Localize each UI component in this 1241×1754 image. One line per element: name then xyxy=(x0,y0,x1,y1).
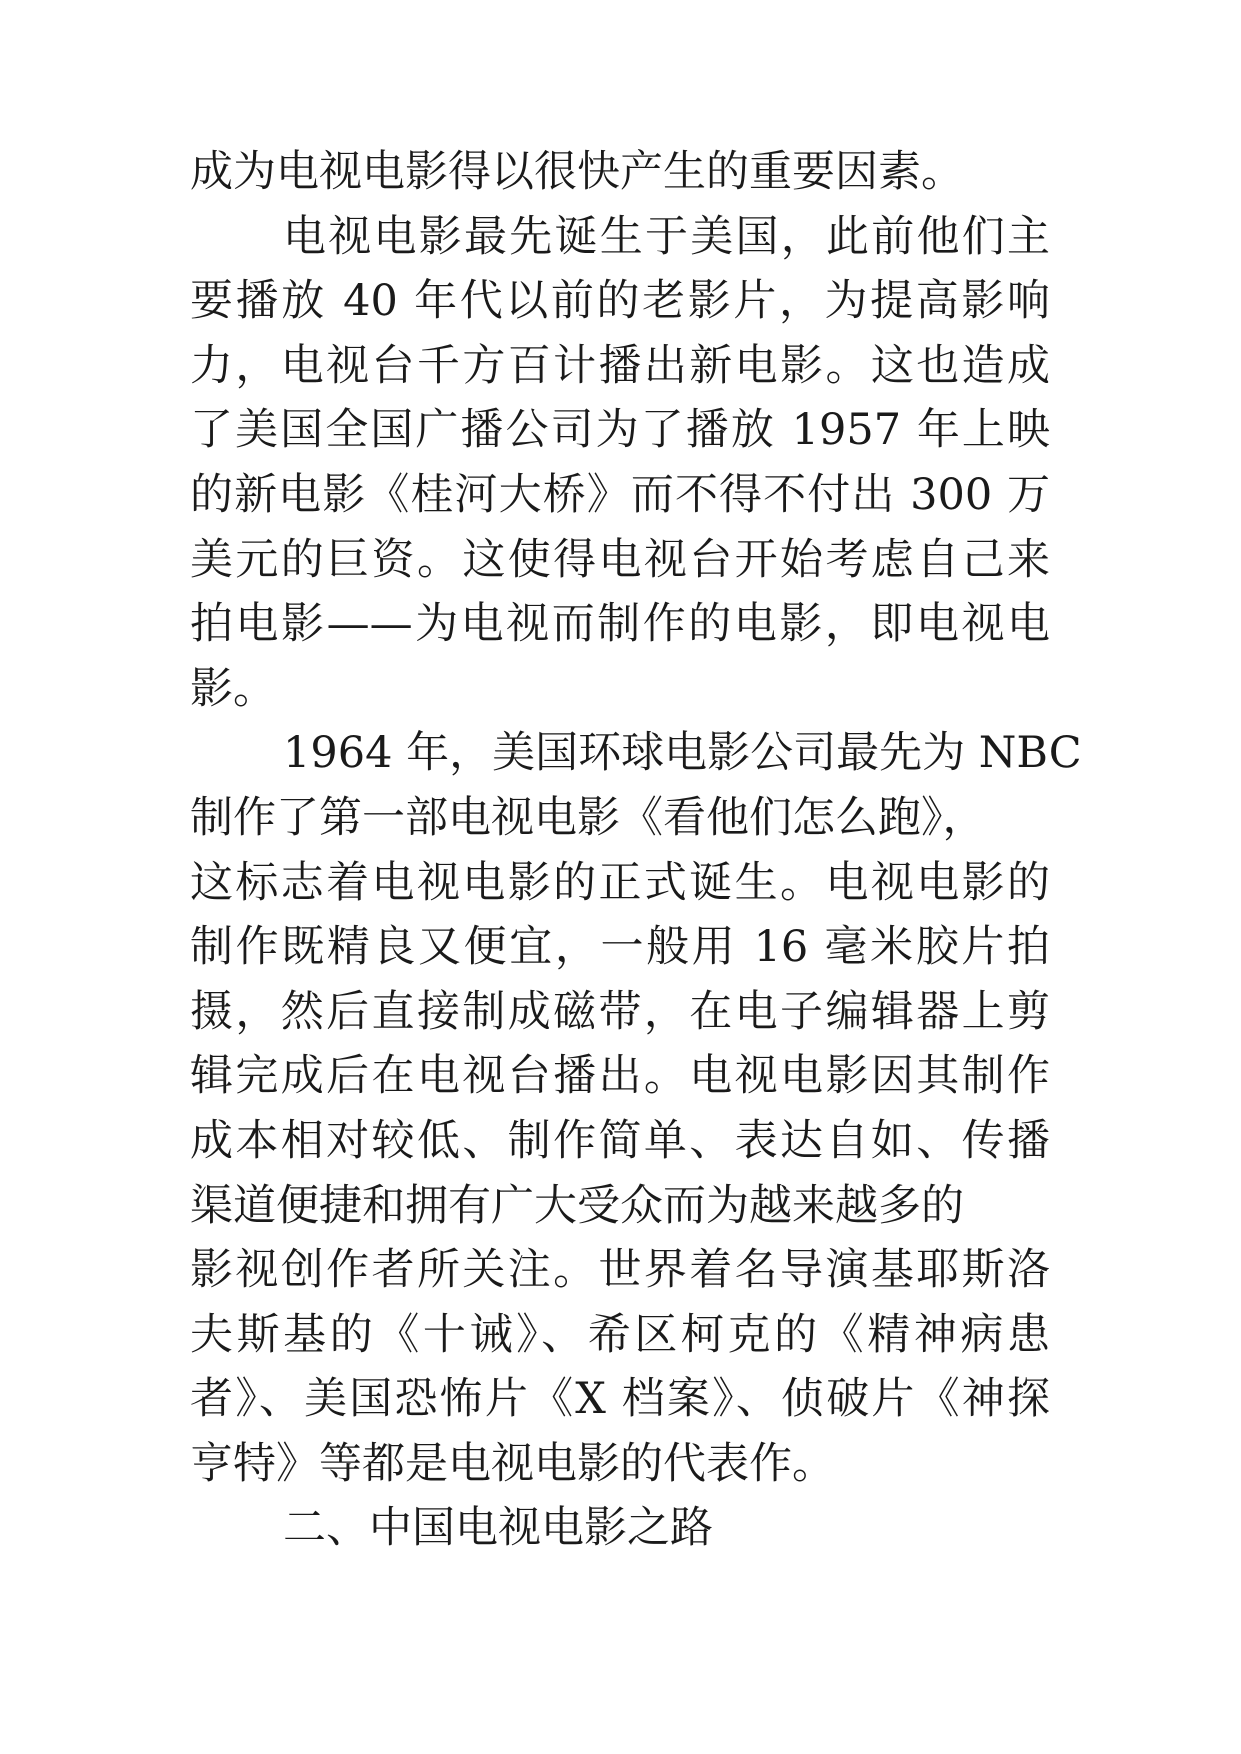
text-line: 美元的巨资。这使得电视台开始考虑自己来 xyxy=(190,534,1050,585)
text-line: 影视创作者所关注。世界着名导演基耶斯洛 xyxy=(190,1245,1050,1296)
text-line: 拍电影——为电视而制作的电影，即电视电 xyxy=(190,599,1050,650)
text-line: 渠道便捷和拥有广大受众而为越来越多的 xyxy=(190,1180,964,1231)
paragraph-first-line: 电视电影最先诞生于美国，此前他们主 xyxy=(283,211,1050,262)
text-line: 的新电影《桂河大桥》而不得不付出 300 万 xyxy=(190,469,1050,520)
text-line: 亨特》等都是电视电影的代表作。 xyxy=(190,1438,835,1489)
text-line: 成本相对较低、制作简单、表达自如、传播 xyxy=(190,1115,1050,1166)
text-line: 影。 xyxy=(190,663,276,714)
text-line: 者》、美国恐怖片《X 档案》、侦破片《神探 xyxy=(190,1374,1050,1425)
text-line: 这标志着电视电影的正式诞生。电视电影的 xyxy=(190,857,1050,908)
text-line: 制作既精良又便宜，一般用 16 毫米胶片拍 xyxy=(190,922,1050,973)
text-line: 力，电视台千方百计播出新电影。这也造成 xyxy=(190,340,1050,391)
text-line: 要播放 40 年代以前的老影片，为提高影响 xyxy=(190,276,1050,327)
text-line: 制作了第一部电视电影《看他们怎么跑》， xyxy=(190,792,986,843)
text-line: 夫斯基的《十诫》、希区柯克的《精神病患 xyxy=(190,1309,1050,1360)
text-line: 了美国全国广播公司为了播放 1957 年上映 xyxy=(190,405,1050,456)
section-heading: 二、中国电视电影之路 xyxy=(283,1503,713,1554)
body-text xyxy=(190,140,1082,1561)
text-line: 辑完成后在电视台播出。电视电影因其制作 xyxy=(190,1051,1050,1102)
text-line: 摄，然后直接制成磁带，在电子编辑器上剪 xyxy=(190,986,1050,1037)
paragraph-first-line: 1964 年，美国环球电影公司最先为 NBC xyxy=(283,728,1082,779)
text-line: 成为电视电影得以很快产生的重要因素。 xyxy=(190,147,964,197)
